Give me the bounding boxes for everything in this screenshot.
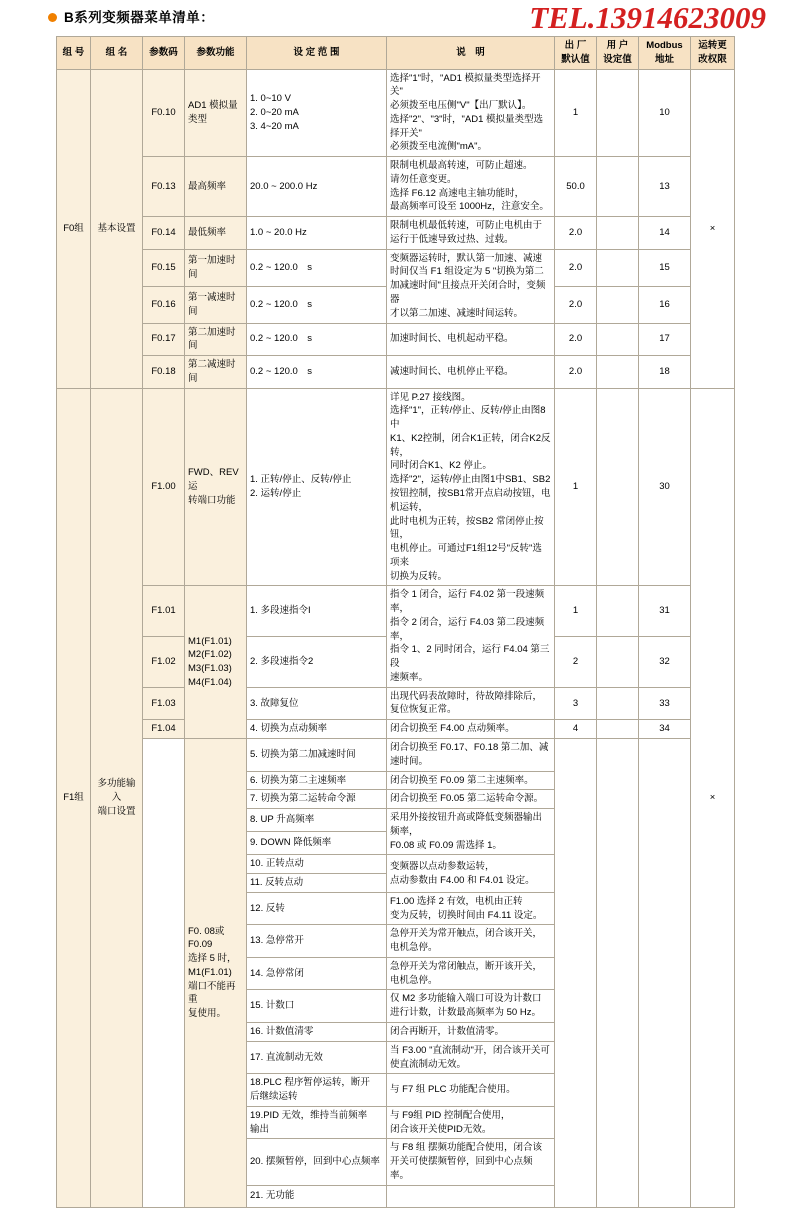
bullet-icon [48,13,57,22]
description [387,157,555,217]
desc-line: 复位恢复正常。 [390,704,457,716]
phone-number: TEL.13914623009 [529,0,766,35]
set-range: 21. 无功能 [247,1185,387,1207]
desc-line: 同时闭合K1、K2 停止。 [390,460,492,472]
desc-line: 电机急停。 [390,942,438,954]
description [387,586,555,687]
set-range: 12. 反转 [247,892,387,925]
group-name-f1-l1: 多功能输入 [97,777,136,803]
table-row [57,323,735,356]
user-value[interactable] [597,720,639,739]
terminal-label: M2(F1.02) [188,649,232,661]
description [387,217,555,250]
col-user-l2: 设定值 [603,53,632,65]
param-code-empty [143,738,185,1207]
range-line: 2. 0~20 mA [250,106,299,118]
param-code: F1.01 [143,586,185,637]
desc-line: 急停开关为常开触点，闭合该开关， [390,928,543,940]
col-set-range: 设 定 范 围 [247,37,387,70]
desc-line: F0.08 或 F0.09 需选择 1。 [390,839,502,851]
factory-default-empty [555,738,597,1207]
desc-line: 加减速时间"且接点开关闭合时，变频器 [390,280,546,306]
run-auth-f0: × [691,69,735,388]
desc-line: 速频率。 [390,671,429,683]
factory-default: 2.0 [555,217,597,250]
desc-line: 电机急停。 [390,974,438,986]
user-value[interactable] [597,69,639,157]
group-name-f1-l2: 端口设置 [97,805,136,817]
description [387,1041,555,1074]
group-no-f1: F1组 [57,388,91,1207]
factory-default: 2.0 [555,249,597,286]
col-modbus-l1: Modbus [646,40,683,51]
note-line: F0. 08或F0.09 [188,925,225,951]
modbus-address: 30 [639,388,691,586]
terminal-label: M4(F1.04) [188,676,232,688]
user-value[interactable] [597,356,639,389]
modbus-address: 14 [639,217,691,250]
table-row [57,356,735,389]
param-code: F0.18 [143,356,185,389]
param-code: F1.00 [143,388,185,586]
desc-line: 必须拨至电流侧"mA"。 [390,141,487,153]
param-code: F0.10 [143,69,185,157]
factory-default: 2.0 [555,286,597,323]
table-row [57,687,735,720]
desc-line: 仅 M2 多功能输入端口可设为计数口 [390,993,542,1005]
desc-line: 请勿任意变更。 [390,173,457,185]
factory-default: 50.0 [555,157,597,217]
note-line: 端口不能再重 [188,980,236,1006]
param-code: F0.16 [143,286,185,323]
set-range: 9. DOWN 降低频率 [247,832,387,855]
description: 闭合切换至 F0.05 第二运转命令源。 [387,790,555,809]
modbus-address: 13 [639,157,691,217]
range-line: 2. 运转/停止 [250,487,302,499]
description [387,892,555,925]
table-row [57,217,735,250]
desc-line: 详见 P.27 接线图。 [390,391,471,403]
set-range: 20.0 ~ 200.0 Hz [247,157,387,217]
table-header [57,37,735,70]
table-row [57,738,735,771]
desc-line: 运行于低速导致过热、过载。 [390,233,514,245]
desc-line: 点动参数由 F4.00 和 F4.01 设定。 [390,874,535,886]
col-param-code: 参数码 [143,37,185,70]
set-range: 0.2 ~ 120.0 s [247,249,387,286]
set-range: 16. 计数值清零 [247,1023,387,1042]
table-row [57,157,735,217]
set-range: 0.2 ~ 120.0 s [247,356,387,389]
param-func-l1: AD1 模拟量 [188,100,238,112]
desc-line: 出现代码表故障时，待故障排除后， [390,690,543,702]
desc-line: 变为反转，切换时间由 F4.11 设定。 [390,909,543,921]
description [387,388,555,586]
table-body [57,69,735,1207]
set-range: 1. 多段速指令I [247,586,387,637]
description: 与 F7 组 PLC 功能配合使用。 [387,1074,555,1107]
description: 加速时间长、电机起动平稳。 [387,323,555,356]
user-value[interactable] [597,157,639,217]
table-row [57,249,735,286]
set-range: 13. 急停常开 [247,925,387,958]
desc-line: F1.00 选择 2 有效，电机由正转 [390,895,523,907]
desc-line: 变频器以点动参数运转， [390,860,495,872]
usage-note [185,738,247,1207]
factory-default: 1 [555,586,597,637]
param-func-l2: 转端口功能 [188,494,236,506]
desc-line: 选择"2"，运转/停止由图1中SB1、SB2 [390,474,551,486]
col-auth-l1: 运转更 [698,40,727,51]
range-line: 1. 正转/停止、反转/停止 [250,474,352,486]
range-line: 输出 [250,1123,270,1135]
run-auth-f1: × [691,388,735,1207]
user-value-empty[interactable] [597,738,639,1207]
param-func: 第二加速时间 [185,323,247,356]
param-func: 最高频率 [185,157,247,217]
col-modbus-l2: 地址 [654,53,674,65]
modbus-address-empty [639,738,691,1207]
group-name-f0: 基本设置 [91,69,143,388]
param-func: 第一减速时间 [185,286,247,323]
set-range: 6. 切换为第二主速频率 [247,771,387,790]
set-range: 14. 急停常闭 [247,957,387,990]
param-func [185,69,247,157]
range-line: 3. 4~20 mA [250,120,299,132]
set-range: 0.2 ~ 120.0 s [247,286,387,323]
param-func-l2: 类型 [188,113,208,125]
col-group-name: 组 名 [91,37,143,70]
modbus-address: 16 [639,286,691,323]
modbus-address: 31 [639,586,691,637]
description [387,1185,555,1207]
page-title [48,6,214,26]
description [387,855,555,893]
factory-default: 4 [555,720,597,739]
factory-default: 2.0 [555,323,597,356]
factory-default: 1 [555,69,597,157]
description [387,990,555,1023]
set-range: 3. 故障复位 [247,687,387,720]
description [387,957,555,990]
set-range: 17. 直流制动无效 [247,1041,387,1074]
desc-line: 选择"1"时，"AD1 模拟量类型选择开关" [390,72,541,98]
description [387,69,555,157]
desc-line: 选择 F6.12 高速电主轴功能时， [390,187,525,199]
desc-line: 指令 1、2 同时闭合，运行 F4.04 第三段 [390,644,550,670]
desc-line: 开关可使摆频暂停，回到中心点频率。 [390,1156,533,1181]
desc-line: 闭合该开关使PID无效。 [390,1123,492,1135]
description: 减速时间长、电机停止平稳。 [387,356,555,389]
parameter-table [56,36,735,1208]
set-range: 5. 切换为第二加减速时间 [247,738,387,771]
col-param-func: 参数功能 [185,37,247,70]
desc-line: 按钮控制，按SB1常开点启动按钮，电机运转， [390,487,551,513]
desc-line: 才以第二加速、减速时间运转。 [390,307,524,319]
description [387,249,555,323]
set-range: 15. 计数口 [247,990,387,1023]
range-line: 1. 0~10 V [250,93,291,105]
description [387,1139,555,1185]
modbus-address: 10 [639,69,691,157]
desc-line: 进行计数，计数最高频率为 50 Hz。 [390,1007,541,1019]
table-row [57,388,735,586]
desc-line: 限制电机最低转速，可防止电机由于 [390,220,543,232]
note-line: 选择 5 时， [188,953,237,965]
terminal-label: M3(F1.03) [188,663,232,675]
set-range [247,1106,387,1139]
desc-line: 当 F3.00 "直流制动"开，闭合该开关可 [390,1044,550,1056]
col-group-no: 组 号 [57,37,91,70]
desc-line: 必须拨至电压侧"V"【出厂默认】。 [390,100,532,112]
description [387,1106,555,1139]
range-line: 18.PLC 程序暂停运转，断开 [250,1077,370,1089]
param-func-l1: FWD、REV 运 [188,467,239,493]
group-name-f1 [91,388,143,1207]
table-row [57,69,735,157]
param-code: F1.04 [143,720,185,739]
col-factory-l2: 默认值 [561,53,590,65]
desc-line: 选择"1"，正转/停止、反转/停止由图8 中 [390,405,546,431]
description: 闭合切换至 F0.17、F0.18 第二加、减速时间。 [387,738,555,771]
desc-line: 最高频率可设至 1000Hz，注意安全。 [390,201,549,213]
set-range: 0.2 ~ 120.0 s [247,323,387,356]
modbus-address: 15 [639,249,691,286]
user-value[interactable] [597,286,639,323]
col-run-auth [691,37,735,70]
desc-line: 选择"2"、"3"时，"AD1 模拟量类型选择开关" [390,113,544,139]
user-value[interactable] [597,637,639,688]
factory-default: 2 [555,637,597,688]
desc-line: 使直流制动无效。 [390,1058,467,1070]
col-modbus-address [639,37,691,70]
param-func: 第二减速时间 [185,356,247,389]
user-value[interactable] [597,217,639,250]
description [387,925,555,958]
set-range: 20. 摆频暂停，回到中心点频率 [247,1139,387,1185]
set-range: 8. UP 升高频率 [247,809,387,832]
desc-line: 电机停止。可通过F1组12号"反转"选项来 [390,543,542,568]
page-title-text: B系列变频器菜单清单： [64,10,215,25]
modbus-address: 32 [639,637,691,688]
user-value[interactable] [597,388,639,586]
description [387,809,555,855]
param-code: F0.14 [143,217,185,250]
col-description: 说 明 [387,37,555,70]
modbus-address: 17 [639,323,691,356]
set-range: 2. 多段速指令2 [247,637,387,688]
col-user-value [597,37,639,70]
range-line: 后继续运转 [250,1091,298,1103]
user-value[interactable] [597,687,639,720]
description: 闭合再断开，计数值清零。 [387,1023,555,1042]
set-range [247,388,387,586]
set-range: 10. 正转点动 [247,855,387,874]
desc-line: 限制电机最高转速，可防止超速。 [390,160,533,172]
desc-line: 与 F9组 PID 控制配合使用， [390,1109,511,1121]
user-value[interactable] [597,323,639,356]
col-factory-default [555,37,597,70]
col-auth-l2: 改权限 [698,53,727,65]
desc-line: 指令 1 闭合，运行 F4.02 第一段速频率， [390,589,545,615]
desc-line: 与 F8 组 摆频功能配合使用，闭合该 [390,1142,543,1154]
set-range: 4. 切换为点动频率 [247,720,387,739]
set-range: 7. 切换为第二运转命令源 [247,790,387,809]
set-range [247,1074,387,1107]
table-row [57,720,735,739]
desc-line: 切换为反转。 [390,570,448,582]
table-row [57,586,735,637]
param-func: 最低频率 [185,217,247,250]
modbus-address: 18 [639,356,691,389]
group-no-f0: F0组 [57,69,91,388]
set-range [247,69,387,157]
set-range: 11. 反转点动 [247,874,387,893]
col-factory-l1: 出 厂 [564,40,587,51]
desc-line: 急停开关为常闭触点，断开该开关， [390,960,543,972]
desc-line: 变频器运转时，默认第一加速、减速 [390,252,543,264]
param-code: F1.03 [143,687,185,720]
factory-default: 2.0 [555,356,597,389]
param-func: 第一加速时间 [185,249,247,286]
factory-default: 1 [555,388,597,586]
param-code: F0.17 [143,323,185,356]
factory-default: 3 [555,687,597,720]
param-code: F1.02 [143,637,185,688]
user-value[interactable] [597,249,639,286]
description [387,687,555,720]
desc-line: K1、K2控制，闭合K1正转，闭合K2反转， [390,432,551,458]
param-func-terminal-list [185,586,247,739]
desc-line: 指令 2 闭合，运行 F4.03 第二段速频率， [390,616,545,642]
desc-line: 此时电机为正转，按SB2 常闭停止按钮， [390,515,544,541]
col-user-l1: 用 户 [606,40,629,51]
set-range: 1.0 ~ 20.0 Hz [247,217,387,250]
param-func [185,388,247,586]
modbus-address: 34 [639,720,691,739]
description: 闭合切换至 F0.09 第二主速频率。 [387,771,555,790]
user-value[interactable] [597,586,639,637]
description: 闭合切换至 F4.00 点动频率。 [387,720,555,739]
param-code: F0.15 [143,249,185,286]
param-code: F0.13 [143,157,185,217]
terminal-label: M1(F1.01) [188,635,232,647]
desc-line: 采用外接按钮升高或降低变频器输出频率， [390,812,543,837]
desc-line: 时间仅当 F1 组设定为 5 "切换为第二 [390,266,544,278]
range-line: 19.PID 无效，维持当前频率 [250,1109,368,1121]
note-line: 复使用。 [188,1008,227,1020]
note-line: M1(F1.01) [188,966,232,978]
modbus-address: 33 [639,687,691,720]
